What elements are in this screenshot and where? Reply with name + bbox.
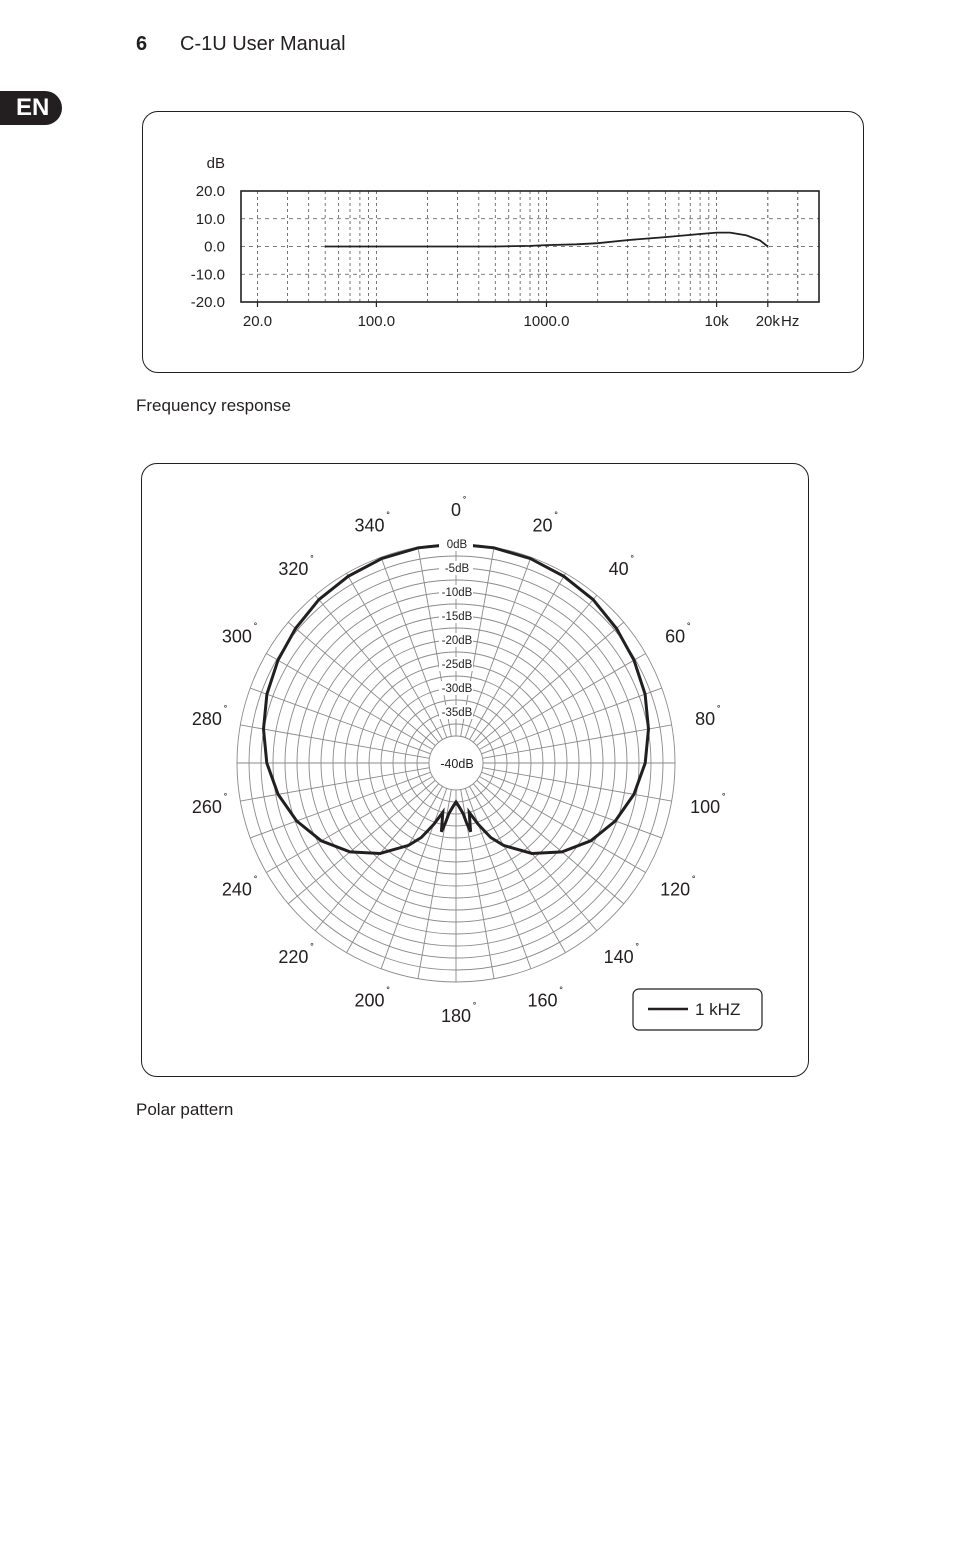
degree-symbol: ˚: [635, 942, 640, 955]
angle-label: 260: [191, 796, 222, 817]
y-tick-label: -20.0: [190, 294, 225, 311]
angle-label: 100: [690, 796, 721, 817]
ring-label: -40dB: [440, 757, 474, 771]
x-tick-label: 10k: [704, 313, 729, 330]
angle-label: 280: [191, 709, 222, 730]
x-axis-unit-label: Hz: [781, 313, 800, 330]
degree-symbol: ˚: [463, 496, 467, 508]
angle-label: 320: [278, 559, 309, 580]
ring-label: -30dB: [441, 683, 473, 695]
angle-label: 120: [660, 879, 691, 900]
degree-symbol: ˚: [386, 511, 391, 524]
angle-label: 60: [665, 626, 686, 647]
degree-symbol: ˚: [253, 622, 258, 635]
angle-label: 220: [278, 946, 309, 967]
degree-symbol: ˚: [559, 986, 564, 999]
angle-label: 160: [527, 990, 558, 1011]
angle-label: 300: [221, 626, 252, 647]
degree-symbol: ˚: [687, 622, 691, 635]
manual-title: C-1U User Manual: [180, 33, 346, 55]
x-tick-label: 20k: [755, 313, 780, 330]
degree-symbol: ˚: [473, 1002, 477, 1014]
angle-label: 240: [221, 879, 252, 900]
ring-label: -10dB: [441, 587, 473, 599]
degree-symbol: ˚: [310, 942, 315, 955]
y-tick-label: 0.0: [204, 238, 225, 256]
ring-label: -20dB: [441, 635, 473, 647]
angle-label: 40: [608, 559, 629, 580]
ring-label: -35dB: [441, 707, 473, 719]
x-tick-label: 20.0: [242, 313, 273, 330]
legend-label: 1 kHZ: [695, 1000, 741, 1019]
degree-symbol: ˚: [692, 875, 696, 888]
angle-label: 340: [354, 515, 385, 536]
x-tick-label: 100.0: [357, 313, 396, 330]
ring-label: -25dB: [441, 659, 473, 671]
angle-label: 20: [532, 515, 553, 536]
page-number: 6: [136, 33, 148, 55]
degree-symbol: ˚: [630, 555, 635, 568]
degree-symbol: ˚: [717, 705, 721, 718]
degree-symbol: ˚: [253, 875, 258, 888]
angle-label: 80: [695, 709, 716, 730]
degree-symbol: ˚: [223, 705, 228, 718]
y-tick-label: 10.0: [195, 210, 225, 228]
x-tick-label: 1000.0: [523, 313, 570, 330]
degree-symbol: ˚: [554, 511, 559, 524]
degree-symbol: ˚: [223, 792, 228, 805]
y-tick-label: 20.0: [195, 183, 225, 200]
language-tab: EN: [0, 91, 62, 125]
angle-label: 200: [354, 990, 385, 1011]
y-axis-unit-label: dB: [206, 155, 225, 172]
ring-label: -5dB: [444, 563, 470, 575]
degree-symbol: ˚: [386, 986, 391, 999]
degree-symbol: ˚: [310, 555, 315, 568]
polar-pattern-caption: Polar pattern: [136, 1100, 234, 1119]
y-tick-label: -10.0: [190, 266, 225, 284]
angle-label: 180: [440, 1006, 472, 1026]
frequency-response-caption: Frequency response: [136, 396, 291, 415]
ring-label: -15dB: [441, 611, 473, 623]
angle-label: 140: [603, 946, 634, 967]
degree-symbol: ˚: [722, 792, 726, 805]
ring-label: 0dB: [446, 539, 468, 551]
angle-label: 0: [450, 500, 462, 520]
